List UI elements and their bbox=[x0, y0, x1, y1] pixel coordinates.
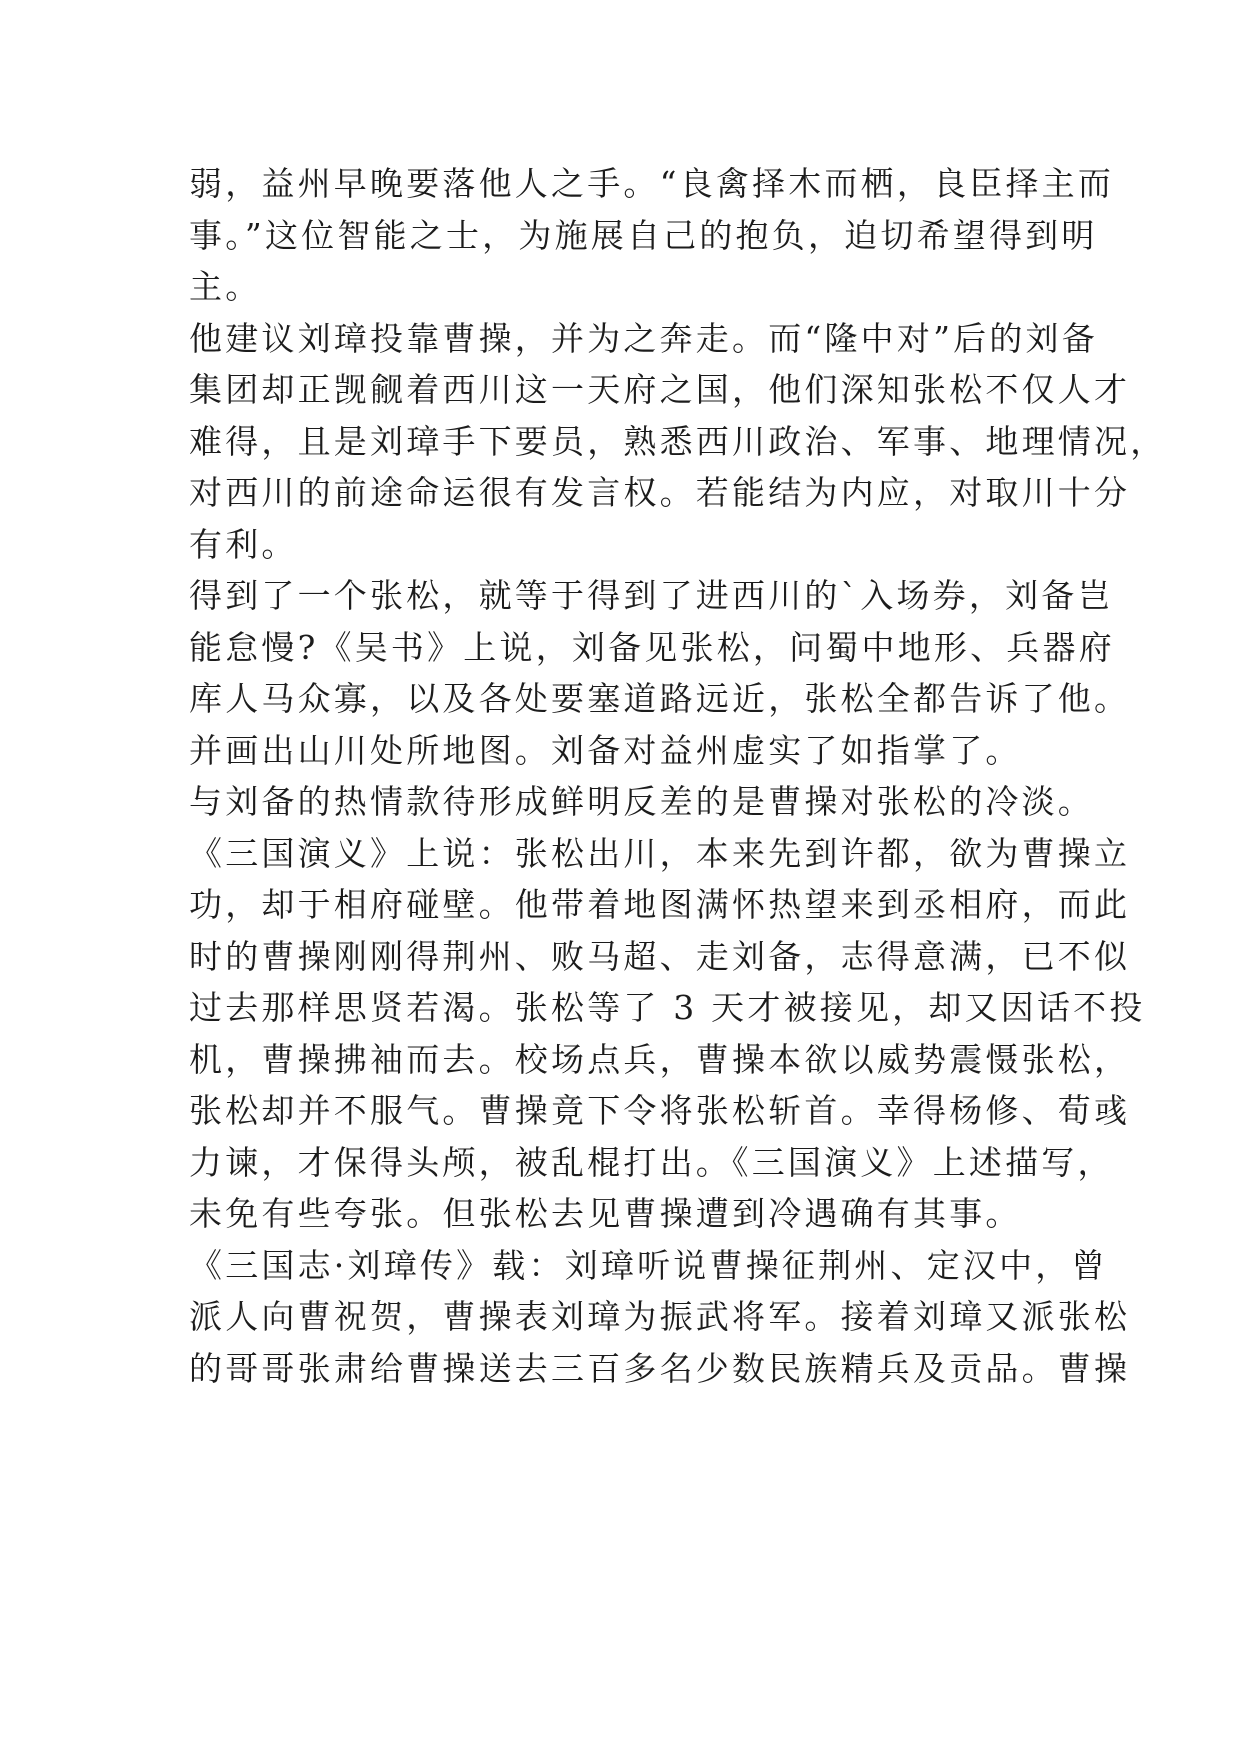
text-line: 《三国志·刘璋传》载：刘璋听说曹操征荆州、定汉中，曾 bbox=[189, 1245, 1108, 1285]
text-line: 并画出山川处所地图。刘备对益州虚实了如指掌了。 bbox=[189, 730, 1022, 770]
text-line: 难得，且是刘璋手下要员，熟悉西川政治、军事、地理情况， bbox=[189, 421, 1167, 461]
text-line: 派人向曹祝贺，曹操表刘璋为振武将军。接着刘璋又派张松 bbox=[189, 1297, 1131, 1336]
text-line: 得到了一个张松，就等于得到了进西川的`入场券，刘备岂 bbox=[189, 576, 1114, 615]
body-text bbox=[189, 158, 1167, 1394]
text-line: 机，曹操拂袖而去。校场点兵，曹操本欲以威势震慑张松， bbox=[189, 1039, 1131, 1079]
text-line: 对西川的前途命运很有发言权。若能结为内应，对取川十分 bbox=[189, 473, 1131, 512]
text-line: 弱，益州早晚要落他人之手。“良禽择木而栖，良臣择主而 bbox=[189, 164, 1115, 203]
text-line: 能怠慢?《吴书》上说，刘备见张松，问蜀中地形、兵器府 bbox=[189, 627, 1115, 667]
text-line: 力谏，才保得头颅，被乱棍打出。《三国演义》上述描写， bbox=[189, 1142, 1114, 1182]
text-line: 事。”这位智能之士，为施展自己的抱负，迫切希望得到明 bbox=[189, 215, 1098, 255]
text-line: 时的曹操刚刚得荆州、败马超、走刘备，志得意满，已不似 bbox=[189, 936, 1131, 976]
text-line: 有利。 bbox=[189, 524, 298, 564]
text-line: 《三国演义》上说：张松出川，本来先到许都，欲为曹操立 bbox=[189, 833, 1131, 873]
text-line: 未免有些夸张。但张松去见曹操遭到冷遇确有其事。 bbox=[189, 1194, 1022, 1233]
text-line: 集团却正觊觎着西川这一天府之国，他们深知张松不仅人才 bbox=[189, 370, 1131, 409]
text-line: 张松却并不服气。曹操竟下令将张松斩首。幸得杨修、荀彧 bbox=[189, 1091, 1131, 1130]
text-line: 他建议刘璋投靠曹操，并为之奔走。而“隆中对”后的刘备 bbox=[189, 318, 1098, 358]
text-line: 的哥哥张肃给曹操送去三百多名少数民族精兵及贡品。曹操 bbox=[189, 1348, 1131, 1388]
text-line: 与刘备的热情款待形成鲜明反差的是曹操对张松的冷淡。 bbox=[189, 782, 1094, 821]
text-line: 过去那样思贤若渴。张松等了 3 天才被接见，却又因话不投 bbox=[189, 988, 1146, 1027]
text-line: 功，却于相府碰壁。他带着地图满怀热望来到丞相府，而此 bbox=[189, 885, 1131, 924]
text-line: 库人马众寡，以及各处要塞道路远近，张松全都告诉了他。 bbox=[189, 679, 1131, 718]
text-line: 主。 bbox=[189, 267, 262, 306]
